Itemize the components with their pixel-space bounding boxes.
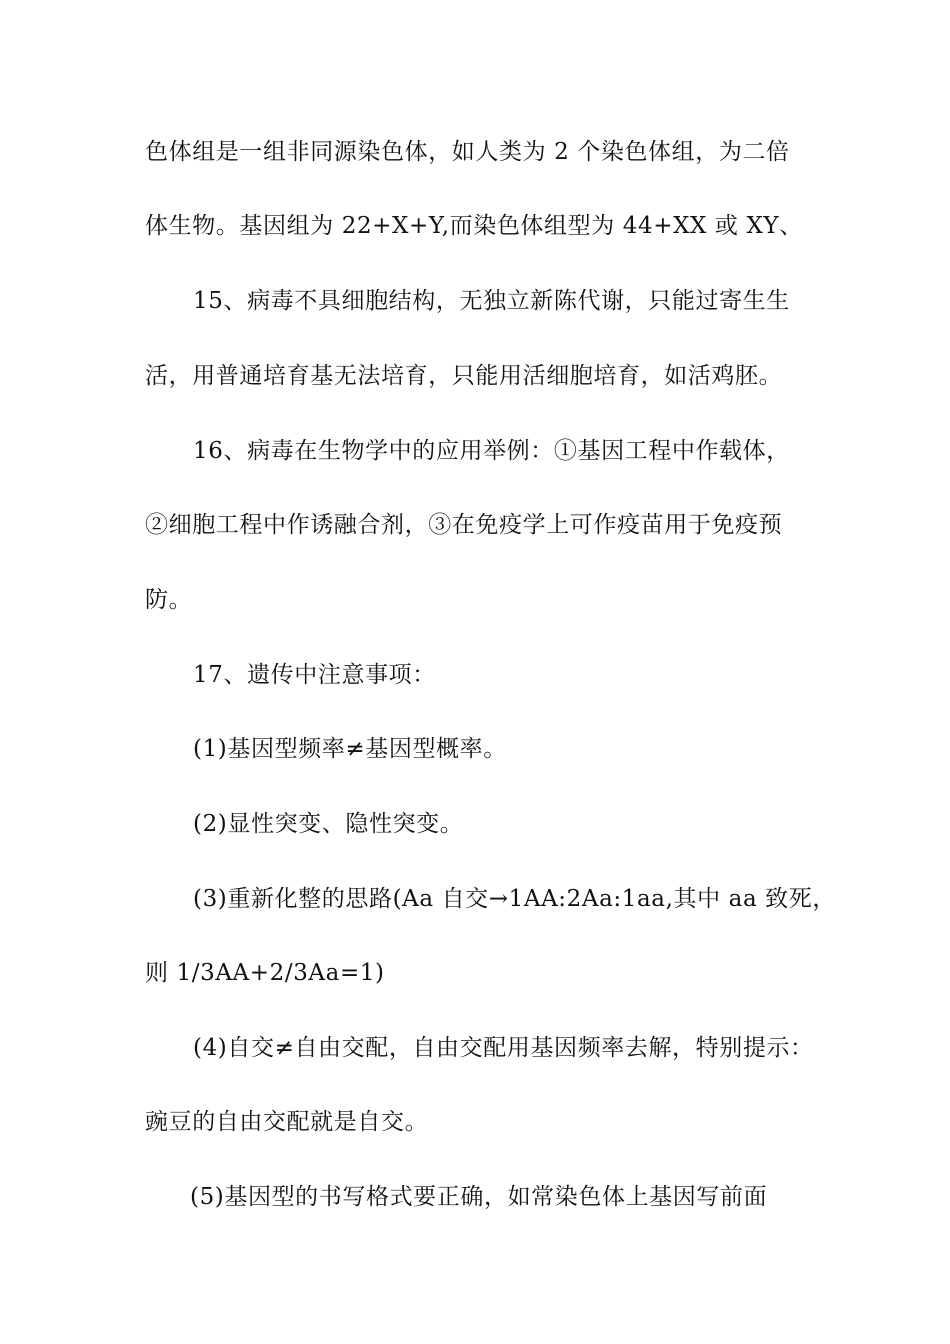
text-line-2: 体生物。基因组为 22+X+Y,而染色体组型为 44+XX 或 XY、 <box>145 213 803 239</box>
item-17-point-5: (5)基因型的书写格式要正确，如常染色体上基因写前面 <box>190 1184 768 1210</box>
item-15-line-1: 15、病毒不具细胞结构，无独立新陈代谢，只能过寄生生 <box>193 288 790 314</box>
item-16-line-2: ②细胞工程中作诱融合剂，③在免疫学上可作疫苗用于免疫预 <box>145 512 783 538</box>
item-16-line-3: 防。 <box>145 587 193 613</box>
item-17-point-4-line-2: 豌豆的自由交配就是自交。 <box>145 1109 429 1135</box>
item-17-point-3-line-2: 则 1/3AA+2/3Aa=1) <box>145 960 385 986</box>
item-17-point-4-line-1: (4)自交≠自由交配，自由交配用基因频率去解，特别提示： <box>193 1035 814 1061</box>
item-17-point-1: (1)基因型频率≠基因型概率。 <box>193 736 507 762</box>
item-15-line-2: 活，用普通培育基无法培育，只能用活细胞培育，如活鸡胚。 <box>145 363 783 389</box>
item-17-point-3-line-1: (3)重新化整的思路(Aa 自交→1AA:2Aa:1aa,其中 aa 致死， <box>193 886 836 912</box>
item-17-heading: 17、遗传中注意事项： <box>193 662 436 688</box>
text-line-1: 色体组是一组非同源染色体，如人类为 2 个染色体组，为二倍 <box>145 139 790 165</box>
item-17-point-2: (2)显性突变、隐性突变。 <box>193 811 464 837</box>
item-16-line-1: 16、病毒在生物学中的应用举例：①基因工程中作载体， <box>193 438 790 464</box>
